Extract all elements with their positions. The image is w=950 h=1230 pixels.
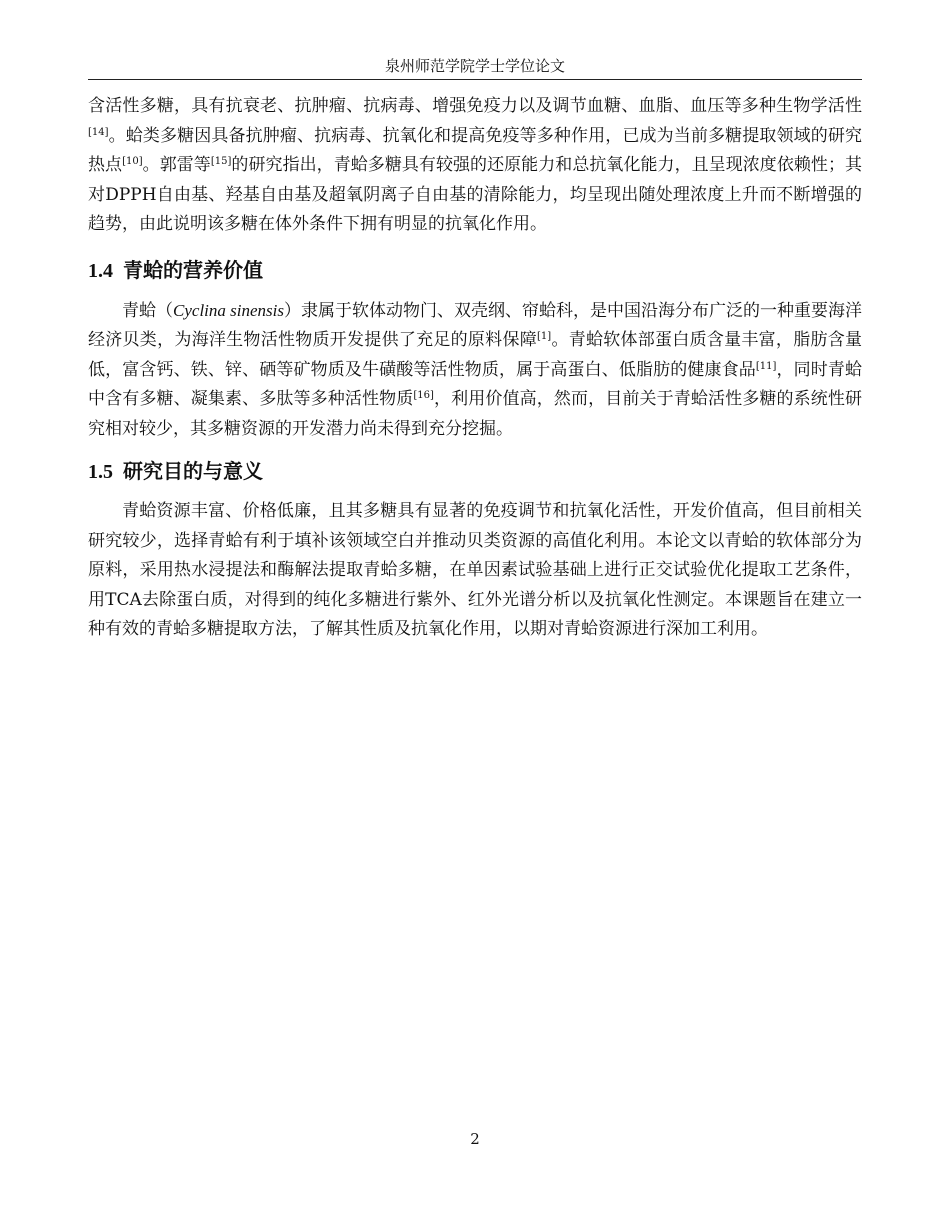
paragraph-continued <box>88 92 862 240</box>
section-title: 青蛤的营养价值 <box>123 257 263 282</box>
page-number: 2 <box>470 1130 480 1148</box>
citation: [11] <box>755 360 777 372</box>
paragraph-text: 。青蛤软体部蛋白质含量丰富，脂肪含量低，富含钙、铁、锌、硒等矿物质及牛磺酸等活性物质，属于高蛋白、低脂肪的健康食品 <box>88 330 863 380</box>
paragraph-text: ，利用价值高，然而，目前关于青蛤活性多糖的系统性研究相对较少，其多糖资源的开发潜力尚未得到充分挖掘。 <box>88 389 863 439</box>
paragraph-nutrition <box>88 296 862 445</box>
paragraph-purpose: 青蛤资源丰富、价格低廉，且其多糖具有显著的免疫调节和抗氧化活性，开发价值高，但目前相关研究较少，选择青蛤有利于填补该领域空白并推动贝类资源的高值化利用。本论文以青蛤的软体部分为原料，采用热水浸提法和酶解法提取青蛤多糖，在单因素试验基础上进行正交试验优化提取工艺条件，用TCA去除蛋白质，对得到的纯化多糖进行紫外、红外光谱分析以及抗氧化性测定。本课题旨在建立一种有效的青蛤多糖提取方法，了解其性质及抗氧化作用，以期对青蛤资源进行深加工利用。 <box>88 501 862 639</box>
section-heading-1-5 <box>88 456 862 487</box>
paragraph-text: 的研究指出，青蛤多糖具有较强的还原能力和总抗氧化能力，且呈现浓度依赖性；其对DPPH自由基、羟基自由基及超氧阴离子自由基的清除能力，均呈现出随处理浓度上升而不断增强的趋势，由此说明该多糖在体外条件下拥有明显的抗氧化作用。 <box>88 155 863 234</box>
citation: [10] <box>122 156 143 167</box>
page-body <box>88 92 862 645</box>
section-heading-1-4 <box>88 255 862 286</box>
section-title: 研究目的与意义 <box>123 459 263 483</box>
header-rule <box>88 79 862 80</box>
citation: [16] <box>413 390 434 401</box>
paragraph-text: ，同时青蛤中含有多糖、凝集素、多肽等多种活性物质 <box>88 359 863 409</box>
paragraph-text: 。蛤类多糖因具备抗肿瘤、抗病毒、抗氧化和提高免疫等多种作用，已成为当前多糖提取领域的研究热点 <box>88 125 862 175</box>
section-number: 1.5 <box>88 461 113 483</box>
section-number: 1.4 <box>88 259 113 282</box>
running-header: 泉州师范学院学士学位论文 <box>384 57 565 75</box>
paragraph-text: 含活性多糖，具有抗衰老、抗肿瘤、抗病毒、增强免疫力以及调节血糖、血脂、血压等多种生物学活性 <box>88 96 862 116</box>
latin-name: Cyclina sinensis <box>173 300 284 320</box>
paragraph-text: 。郭雷等 <box>142 155 211 175</box>
citation: [1] <box>537 331 552 342</box>
citation: [14] <box>88 126 109 138</box>
paragraph-text: 青蛤（ <box>122 300 174 321</box>
citation: [15] <box>210 156 232 167</box>
paragraph-text: ）隶属于软体动物门、双壳纲、帘蛤科，是中国沿海分布广泛的一种重要海洋经济贝类，为海洋生物活性物质开发提供了充足的原料保障 <box>88 300 863 350</box>
